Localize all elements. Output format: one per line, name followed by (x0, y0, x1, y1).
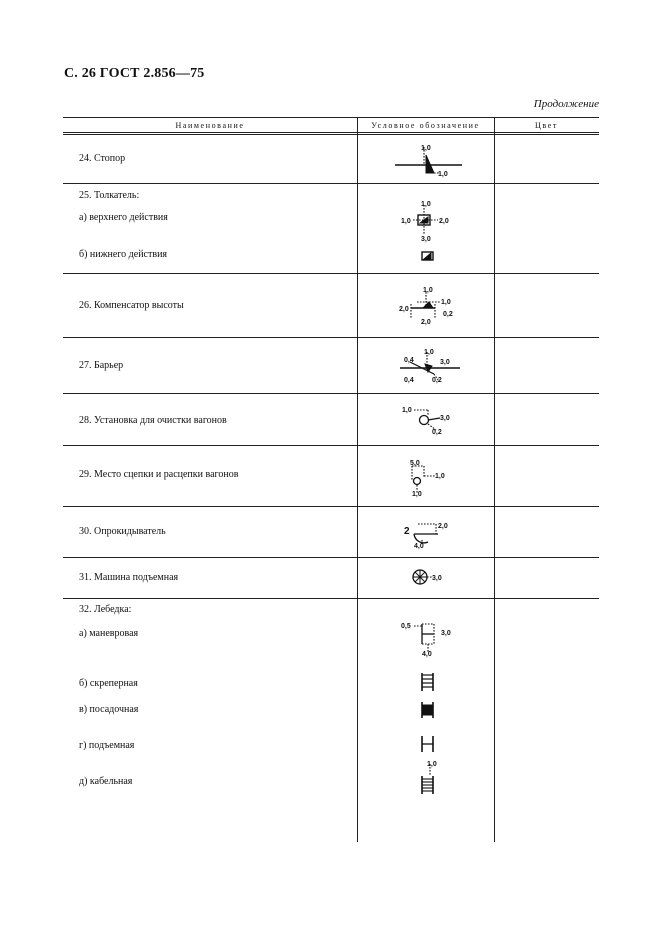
lifting-winch-symbol (419, 734, 437, 754)
row-25-name: 25. Толкатель: (79, 190, 140, 201)
dim-label: 1,0 (435, 473, 445, 480)
dim-label: 0,2 (432, 429, 442, 436)
row-divider (63, 598, 599, 599)
table-header-rule (63, 132, 599, 133)
row-26-name: 26. Компенсатор высоты (79, 300, 184, 311)
scraper-winch-symbol (419, 671, 437, 693)
dim-label: 3,0 (440, 359, 450, 366)
dim-label: 3,0 (432, 575, 442, 582)
table-top-rule (63, 117, 599, 118)
wagon-cleaning-symbol (400, 402, 456, 438)
row-32c-name: в) посадочная (79, 704, 139, 715)
dim-label: 4,0 (414, 543, 424, 550)
cable-winch-symbol (417, 758, 447, 798)
column-header-name: Наименование (175, 121, 245, 130)
dim-label: 3,0 (440, 415, 450, 422)
row-27-name: 27. Барьер (79, 360, 124, 371)
row-32a-name: а) маневровая (79, 628, 139, 639)
dim-label: 1,0 (438, 171, 448, 178)
stopper-symbol (390, 143, 470, 179)
maneuver-winch-symbol (398, 616, 458, 660)
dim-label: 3,0 (441, 630, 451, 637)
dim-label: 0,4 (404, 377, 414, 384)
column-header-color: Цвет (535, 121, 558, 130)
dim-label: 1,0 (441, 299, 451, 306)
row-25a-name: а) верхнего действия (79, 212, 168, 223)
row-divider (63, 506, 599, 507)
tipper-symbol (400, 514, 456, 552)
row-32e-name: д) кабельная (79, 776, 133, 787)
dim-label: 1,0 (412, 491, 422, 498)
dim-label: 3,0 (421, 236, 431, 243)
dim-label: 2,0 (439, 218, 449, 225)
row-32-name: 32. Лебедка: (79, 604, 132, 615)
coupling-place-symbol (406, 456, 454, 500)
row-32d-name: г) подъемная (79, 740, 135, 751)
row-divider (63, 557, 599, 558)
dim-label: 2,0 (399, 306, 409, 313)
lifting-machine-symbol (410, 566, 450, 590)
dim-label: 0,2 (432, 377, 442, 384)
row-divider (63, 393, 599, 394)
dim-label: 1,0 (401, 218, 411, 225)
row-25b-name: б) нижнего действия (79, 249, 168, 260)
landing-winch-symbol (419, 700, 437, 720)
row-24-name: 24. Стопор (79, 153, 126, 164)
table-header-rule-2 (63, 134, 599, 135)
row-divider (63, 273, 599, 274)
barrier-symbol (394, 344, 464, 388)
column-divider-2 (494, 117, 495, 842)
dim-label: 2,0 (421, 319, 431, 326)
dim-label: 4,0 (422, 651, 432, 658)
row-31-name: 31. Машина подъемная (79, 572, 179, 583)
dim-label: 2 (404, 526, 410, 537)
row-divider (63, 445, 599, 446)
dim-label: 1,0 (421, 201, 431, 208)
row-divider (63, 183, 599, 184)
row-32b-name: б) скреперная (79, 678, 138, 689)
dim-label: 1,0 (421, 145, 431, 152)
dim-label: 0,4 (404, 357, 414, 364)
dim-label: 0,2 (443, 311, 453, 318)
dim-label: 5,0 (410, 460, 420, 467)
dim-label: 1,0 (424, 349, 434, 356)
dim-label: 1,0 (423, 287, 433, 294)
row-29-name: 29. Место сцепки и расцепки вагонов (79, 469, 239, 480)
row-28-name: 28. Установка для очистки вагонов (79, 415, 227, 426)
dim-label: 0,5 (401, 623, 411, 630)
continuation-label: Продолжение (533, 98, 599, 110)
pusher-lower-symbol (420, 250, 436, 262)
dim-label: 2,0 (438, 523, 448, 530)
row-30-name: 30. Опрокидыватель (79, 526, 166, 537)
dim-label: 1,0 (427, 761, 437, 768)
page-title: С. 26 ГОСТ 2.856—75 (64, 66, 205, 81)
pusher-upper-symbol (398, 199, 458, 245)
row-divider (63, 337, 599, 338)
dim-label: 1,0 (402, 407, 412, 414)
column-divider-1 (357, 117, 358, 842)
column-header-symbol: Условное обозначение (371, 121, 480, 130)
height-compensator-symbol (397, 284, 461, 328)
